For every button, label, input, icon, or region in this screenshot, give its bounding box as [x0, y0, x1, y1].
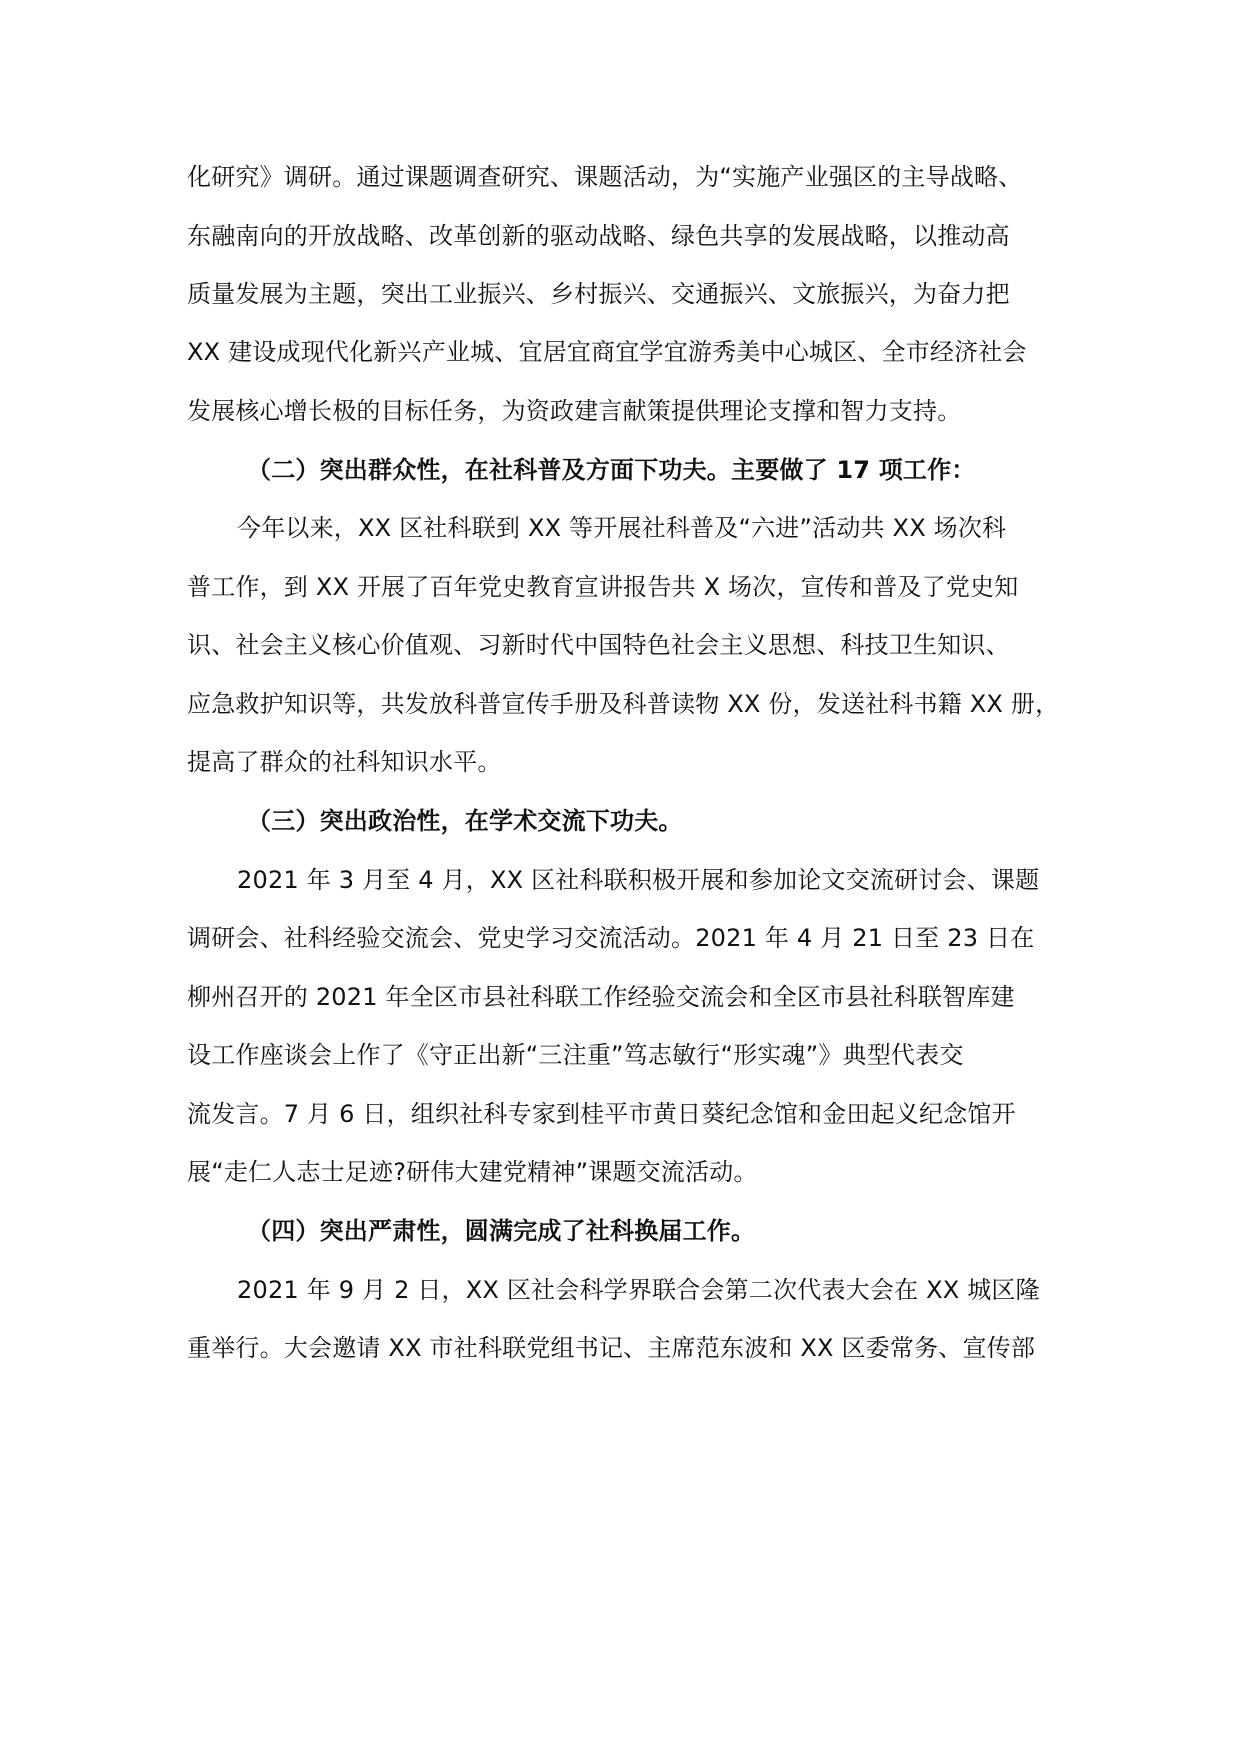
- section-heading-3: （三）突出政治性，在学术交流下功夫。: [247, 807, 683, 835]
- paragraph-line: 设工作座谈会上作了《守正出新“三注重”笃志敏行“形实魂”》典型代表交: [187, 1041, 964, 1069]
- paragraph-line: 重举行。大会邀请 XX 市社科联党组书记、主席范东波和 XX 区委常务、宣传部: [187, 1334, 1036, 1362]
- paragraph-line: 质量发展为主题，突出工业振兴、乡村振兴、交通振兴、文旅振兴，为奋力把: [187, 280, 1010, 308]
- paragraph-line: 提高了群众的社科知识水平。: [187, 748, 502, 776]
- paragraph-line: 2021 年 3 月至 4 月，XX 区社科联积极开展和参加论文交流研讨会、课题: [237, 866, 1040, 894]
- paragraph-line: 普工作，到 XX 开展了百年党史教育宣讲报告共 X 场次，宣传和普及了党史知: [187, 573, 1019, 601]
- section-heading-4: （四）突出严肃性，圆满完成了社科换届工作。: [247, 1217, 756, 1245]
- paragraph-line: XX 建设成现代化新兴产业城、宜居宜商宜学宜游秀美中心城区、全市经济社会: [187, 338, 1027, 366]
- paragraph-line: 柳州召开的 2021 年全区市县社科联工作经验交流会和全区市县社科联智库建: [187, 983, 1015, 1011]
- paragraph-line: 应急救护知识等，共发放科普宣传手册及科普读物 XX 份，发送社科书籍 XX 册，: [187, 690, 1060, 718]
- paragraph-line: 今年以来，XX 区社科联到 XX 等开展社科普及“六进”活动共 XX 场次科: [237, 514, 1007, 542]
- section-heading-2: （二）突出群众性，在社科普及方面下功夫。主要做了 17 项工作：: [247, 456, 976, 484]
- paragraph-line: 发展核心增长极的目标任务，为资政建言献策提供理论支撑和智力支持。: [187, 397, 962, 425]
- paragraph-line: 展“走仁人志士足迹?研伟大建党精神”课题交流活动。: [187, 1158, 758, 1186]
- paragraph-line: 化研究》调研。通过课题调查研究、课题活动，为“实施产业强区的主导战略、: [187, 163, 1023, 191]
- paragraph-line: 识、社会主义核心价值观、习新时代中国特色社会主义思想、科技卫生知识、: [187, 631, 1010, 659]
- paragraph-line: 流发言。7 月 6 日，组织社科专家到桂平市黄日葵纪念馆和金田起义纪念馆开: [187, 1100, 1016, 1128]
- paragraph-line: 东融南向的开放战略、改革创新的驱动战略、绿色共享的发展战略，以推动高: [187, 222, 1010, 250]
- paragraph-line: 2021 年 9 月 2 日，XX 区社会科学界联合会第二次代表大会在 XX 城区隆: [237, 1276, 1040, 1304]
- paragraph-line: 调研会、社科经验交流会、党史学习交流活动。2021 年 4 月 21 日至 23 日在: [187, 924, 1035, 952]
